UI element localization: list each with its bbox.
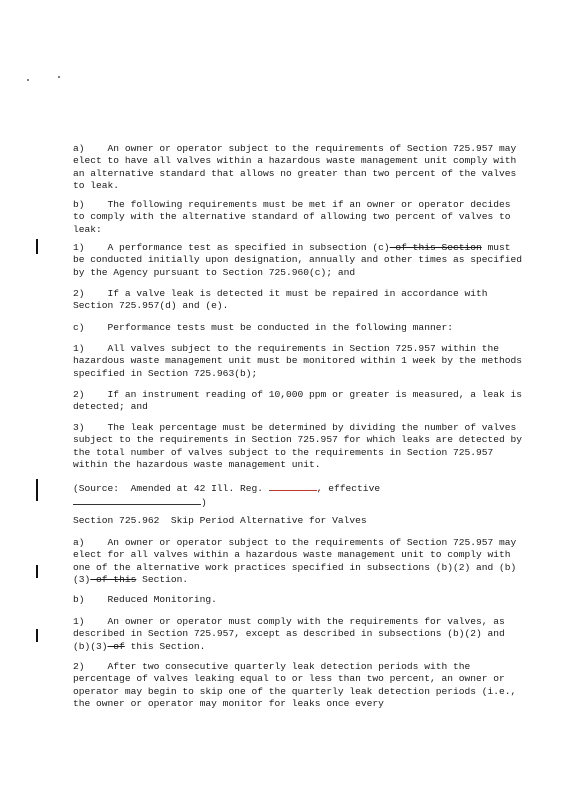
paragraph-b-2: 2) If a valve leak is detected it must be repaired in accordance with Section 725.957(d) and (e). bbox=[73, 288, 494, 312]
source-note bbox=[73, 481, 523, 510]
b2-1-text-post: this Section. bbox=[124, 640, 206, 652]
paragraph-b-1 bbox=[73, 242, 528, 279]
paragraph-b: b) The following requirements must be met if an owner or operator decides to comply with the alternative standard of allowing two percent of valves to leak: bbox=[73, 199, 517, 235]
effective-date-blank bbox=[73, 495, 201, 505]
b2-1-text: 1) An owner or operator must comply with the requirements for valves, as described in Section 725.957, except as described in subsections (b)(2) and (b)(3) bbox=[73, 616, 511, 652]
b2-1-text-deleted: of bbox=[107, 640, 125, 652]
paragraph-a: a) An owner or operator subject to the requirements of Section 725.957 may elect to have all valves within a hazardous waste management unit comply with an alternative standard that allows no greater than two percent of the valves to leak. bbox=[73, 143, 523, 192]
change-bar bbox=[36, 479, 38, 501]
b1-text-deleted: of this Section bbox=[389, 242, 482, 253]
a2-text: a) An owner or operator subject to the requirements of Section 725.957 may elect for all valves within a hazardous waste management unit to comply with one of the alternative work practices specified in subsections (b)(2) and (b)(3) bbox=[73, 537, 523, 586]
paragraph-c-1: 1) All valves subject to the requirements in Section 725.957 within the hazardous waste management unit must be monitored within 1 week by the methods specified in Section 725.963(b); bbox=[73, 343, 528, 379]
source-close: ) bbox=[201, 497, 207, 509]
b1-text-pre: 1) A performance test as specified in subsection (c) bbox=[73, 242, 390, 253]
paragraph-a-962 bbox=[73, 537, 523, 587]
paragraph-b-962: b) Reduced Monitoring. bbox=[73, 594, 217, 605]
a2-text-post: Section. bbox=[136, 574, 189, 586]
section-heading: Section 725.962 Skip Period Alternative for Valves bbox=[73, 515, 367, 526]
change-bar bbox=[36, 239, 38, 254]
register-volume-blank bbox=[269, 481, 317, 491]
scan-speck bbox=[27, 79, 29, 81]
b1-text-post: must be conducted initially upon designation, annually and other times as specified by the Agency pursuant to Section 725.960(c); and bbox=[73, 242, 528, 278]
source-effective: , effective bbox=[316, 483, 381, 494]
change-bar bbox=[36, 565, 38, 578]
paragraph-c-3: 3) The leak percentage must be determined by dividing the number of valves subject to the requirements in Section 725.957 for which leaks are detected by the total number of valves subject to the requirements in Section 725.957 within the hazardous waste management unit. bbox=[73, 422, 528, 471]
paragraph-c-2: 2) If an instrument reading of 10,000 ppm or greater is measured, a leak is detected; and bbox=[73, 389, 528, 413]
paragraph-c: c) Performance tests must be conducted in the following manner: bbox=[73, 322, 453, 333]
paragraph-b-962-1 bbox=[73, 616, 523, 653]
a2-text-deleted: of this bbox=[90, 574, 137, 586]
source-text: (Source: Amended at 42 Ill. Reg. bbox=[73, 483, 269, 494]
change-bar bbox=[36, 629, 38, 642]
scan-speck bbox=[58, 76, 60, 78]
paragraph-b-962-2: 2) After two consecutive quarterly leak detection periods with the percentage of valves leaking equal to or less than two percent, an owner or operator may begin to skip one of the quarterly leak detection periods (i.e., the owner or operator may monitor for leaks once every bbox=[73, 661, 523, 710]
